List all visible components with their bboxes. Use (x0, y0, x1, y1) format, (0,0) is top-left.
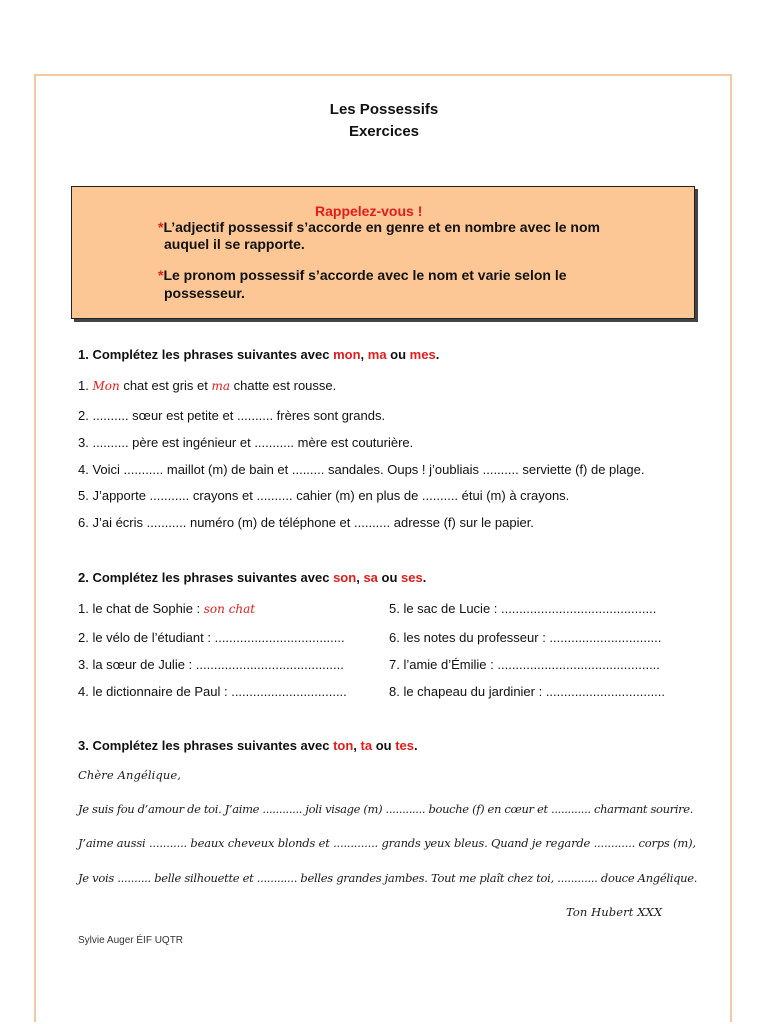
handwritten-answer: Mon (92, 379, 120, 393)
exercise-2-heading: 2. Complétez les phrases suivantes avec son, sa ou ses. (78, 570, 427, 585)
exercise-2-item-8: 8. le chapeau du jardinier : ................................. (389, 684, 666, 699)
handwritten-answer: son chat (203, 602, 256, 616)
exercise-2-item-5: 5. le sac de Lucie : ........................................... (389, 601, 657, 616)
exercise-1-line-3: 3. .......... père est ingénieur et ........... mère est couturière. (78, 435, 414, 450)
exercise-3-heading: 3. Complétez les phrases suivantes avec ton, ta ou tes. (78, 738, 418, 753)
page-title: Les Possessifs (329, 101, 439, 118)
handwritten-answer: ma (211, 379, 231, 393)
letter-greeting: Chère Angélique, (78, 768, 182, 782)
reminder-rule-2: *Le pronom possessif s’accorde avec le nom et varie selon le (158, 267, 567, 283)
exercise-2-item-7: 7. l’amie d’Émilie : ............................................. (389, 657, 660, 672)
footer-author: Sylvie Auger ÉIF UQTR (78, 935, 184, 946)
exercise-2-item-2: 2. le vélo de l’étudiant : .................................... (78, 630, 345, 645)
exercise-2-item-6: 6. les notes du professeur : ............................... (389, 630, 662, 645)
exercise-2-item-4: 4. le dictionnaire de Paul : ................................ (78, 684, 347, 699)
letter-line-3: Je vois .......... belle silhouette et ............ belles grandes jambes. Tout me plaît chez toi, ............ douce Angélique. (78, 871, 698, 885)
reminder-rule-1-cont: auquel il se rapporte. (164, 236, 305, 252)
page-subtitle: Exercices (348, 123, 420, 140)
exercise-1-line-2: 2. .......... sœur est petite et .......... frères sont grands. (78, 408, 386, 423)
letter-signature: Ton Hubert XXX (566, 905, 663, 919)
reminder-rule-1: *L’adjectif possessif s’accorde en genre et en nombre avec le nom (158, 219, 600, 235)
exercise-2-item-3: 3. la sœur de Julie : ......................................... (78, 657, 344, 672)
reminder-box (71, 186, 695, 319)
exercise-1-line-5: 5. J’apporte ........... crayons et .......... cahier (m) en plus de .......... étui (m) à crayons. (78, 488, 570, 503)
exercise-1-line-1: 1. Mon chat est gris et ma chatte est rousse. (78, 378, 337, 393)
exercise-1-line-6: 6. J’ai écris ........... numéro (m) de téléphone et .......... adresse (f) sur le papier. (78, 515, 534, 530)
exercise-1-heading: 1. Complétez les phrases suivantes avec mon, ma ou mes. (78, 347, 440, 362)
letter-line-2: J’aime aussi ........... beaux cheveux blonds et ............. grands yeux bleus. Quand je regarde ............ corps (m), (78, 836, 696, 850)
reminder-rule-2-cont: possesseur. (164, 285, 245, 301)
exercise-2-item-1: 1. le chat de Sophie : son chat (78, 601, 256, 616)
bullet-star: * (158, 267, 164, 283)
letter-line-1: Je suis fou d’amour de toi. J’aime ............ joli visage (m) ............ bouche (f) en cœur et ............ charmant sourire. (78, 802, 694, 816)
bullet-star: * (158, 219, 164, 235)
exercise-1-line-4: 4. Voici ........... maillot (m) de bain et ......... sandales. Oups ! j’oubliais .......... serviette (f) de plage. (78, 462, 645, 477)
reminder-title: Rappelez-vous ! (315, 203, 423, 219)
